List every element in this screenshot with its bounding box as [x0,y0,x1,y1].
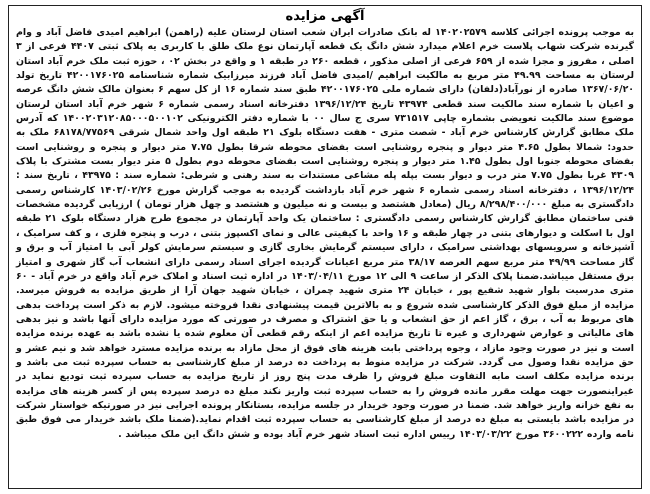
notice-body: به موجب پرونده اجرائی کلاسه ۱۴۰۲۰۲۵۷۹ له بانک صادرات ایران شعب استان لرستان علیه (راهمن) ابراهیم امیدی فاضل آباد و وام گیرنده شرکت شهاب پلاست خرم اعلام میدارد شش دانگ یک قطعه آپارتمان نوع ملک طلق با کاربری یه پلاک ثبتی ۴۴۰۷ فرعی از ۳ اصلی ، مفروز و مجزا شده از ۶۵۹ فرعی از اصلی مذکور ، قطعه ۲۶۰ در طبقه ۱ و واقع در بخش ۰۲ ، حوزه ثبت ملک خرم آباد استان لرستان به مساحت ۴۹.۹۹ متر مربع به مالکیت ابراهیم /امیدی فاضل آباد فرزند میرزابیک شماره شناسنامه ۴۲۰۰۱۷۶۰۲۵ تاریخ تولد ۱۳۶۷/۰۶/۲۰ صادره از نورآباد(دلفان) دارای شماره ملی ۴۲۰۰۱۷۶۰۲۵ طبق سند شماره ۱۶ از کل سهم ۶ بعنوان مالک شش دانگ عرصه و اعیان با شماره سند مالکیت سند قطعی ۴۳۹۷۴ تاریخ ۱۳۹۶/۱۲/۲۴ دفترخانه اسناد رسمی شماره ۶ شهر خرم آباد استان لرستان موضوع سند مالکیت تعویضی بشماره چاپی ۷۳۱۵۱۷ سری ج سال ۰۰ با شماره دفتر الکترونیکی ۱۴۰۰۲۰۳۱۲۰۸۵۰۰۰۵۰۰۱۰۲ که آدرس ملک مطابق گزارش کارشناس خرم آباد - شصت متری - هفت دستگاه بلوک ۲۱ طبقه اول واحد شمال شرقی ۶۸۱۷۸/۷۷۵۶۹ ملک به حدود: شمالا بطول ۴.۶۵ متر دیوار و پنجره روشنایی است بفضای محوطه شرقا بطول ۷.۷۵ متر دیوار و پنجره و روشنایی است بفضای محوطه جنوبا اول بطول ۱.۴۵ متر دیوار و پنجره روشنایی است بفضای محوطه دوم بطول ۵ متر دیوار بست مشترک با پلاک ۴۳۰۹ غربا بطول ۷.۷۵ متر درب و دیوار بست بپله پله مشاعی مستندات به سند رهنی و شرطی: شماره سند : ۴۳۹۷۵ ، تاریخ سند : ۱۳۹۶/۱۲/۲۴ ، دفترخانه اسناد رسمی شماره ۶ شهر خرم آباد بازداشت گردیده به موجب گزارش مورخ ۱۴۰۳/۰۲/۲۶ کارشناس رسمی دادگستری به مبلغ ۸/۲۹۸/۴۰۰/۰۰۰ ریال (معادل هشتصد و بیست و نه میلیون و هشتصد و چهل هزار تومان ) ارزیابی گردیده مشخصات فنی ساختمان مطابق گزارش کارشناس رسمی دادگستری : ساختمان یک واحد آپارتمان در مجموع طرح هزار دستگاه بلوک ۲۱ طبقه اول با اسکلت و دیوارهای بتنی در چهار طبقه و ۱۶ واحد با کیفیتی عالی و نمای اکسپوز بتنی ، درب و پنجره فلزی ، و کف سرامیک ، آشپزخانه و سرویسهای بهداشتی سرامیک ، دارای سیستم گرمایش بخاری گازی و سیستم سرمایش کولر آبی با امتیاز آب و برق و گاز مساحت ۴۹/۹۹ متر مربع سهم العرصه ۳۸/۱۷ متر مربع اعیانات گردیده اجرای اسناد رسمی دارای انشعاب آب گاز شهری و امتیاز برق مستقل میباشد.ضمنا پلاک الذکر از ساعت ۹ الی ۱۲ مورخ ۱۴۰۳/۰۴/۱۱ در اداره ثبت اسناد و املاک خرم آباد واقع در خرم آباد - ۶۰ متری مدرسیت بلوار شهید شفیع پور ، خیابان ۲۴ متری شهید چمران ، خیابان شهید جهان آرا از طریق مزایده به فروش میرسد. مزایده از مبلغ فوق الذکر کارشناسی شده شروع و به بالاترین قیمت پیشنهادی نقدا فروخته میشود. لازم به ذکر است پرداخت بدهی های مربوط به آب ، برق ، گاز اعم از حق انشعاب و یا حق اشتراک و مصرف در صورتی که مورد مزایده دارای آنها باشد و نیز بدهی های مالیاتی و عوارض شهرداری و غیره تا تاریخ مزایده اعم از اینکه رقم قطعی آن معلوم شده یا نشده باشد به عهده برنده مزایده است و نیز در صورت وجود مازاد ، وجوه پرداختی بابت هزینه های فوق از محل مازاد به برنده مزایده مسترد خواهد شد و نیم عشر و حق مزایده نقدا وصول می گردد. شرکت در مزایده منوط به پرداخت ده درصد از مبلغ کارشناسی به حساب سپرده ثبت می باشد و برنده مزایده مکلف است مابه التفاوت مبلغ فروش را ظرف مدت پنج روز از تاریخ مزایده به حساب سپرده ثبت تودیع نماید در غیراینصورت جهت مهلت مقرر مانده فروش را به حساب سپرده ثبت واریز نکند مبلغ ده درصد سپرده پس از کسر هزینه های مزایده به نفع خزانه واریز خواهد شد. ضمنا در صورت وجود خریدار در جلسه مزایده، بستانکار پرونده اجرایی نیز در صورتیکه خواستار شرکت در مزایده باشد بایستی به مبلغ ده درصد از مبلغ کارشناسی به حساب سپرده ثبت اقدام نماید.(ضمنا ملک باشد خریدار می فوق طبق نامه وارده ۳۶۰۰۲۲۲ مورخ ۱۴۰۳/۰۳/۲۲ رییس اداره ثبت اسناد شهر خرم آباد بوده و شش دانگ این ملک میباشد . [16,27,635,440]
auction-notice [8,5,642,489]
notice-title: آگهی مزایده [285,9,365,24]
